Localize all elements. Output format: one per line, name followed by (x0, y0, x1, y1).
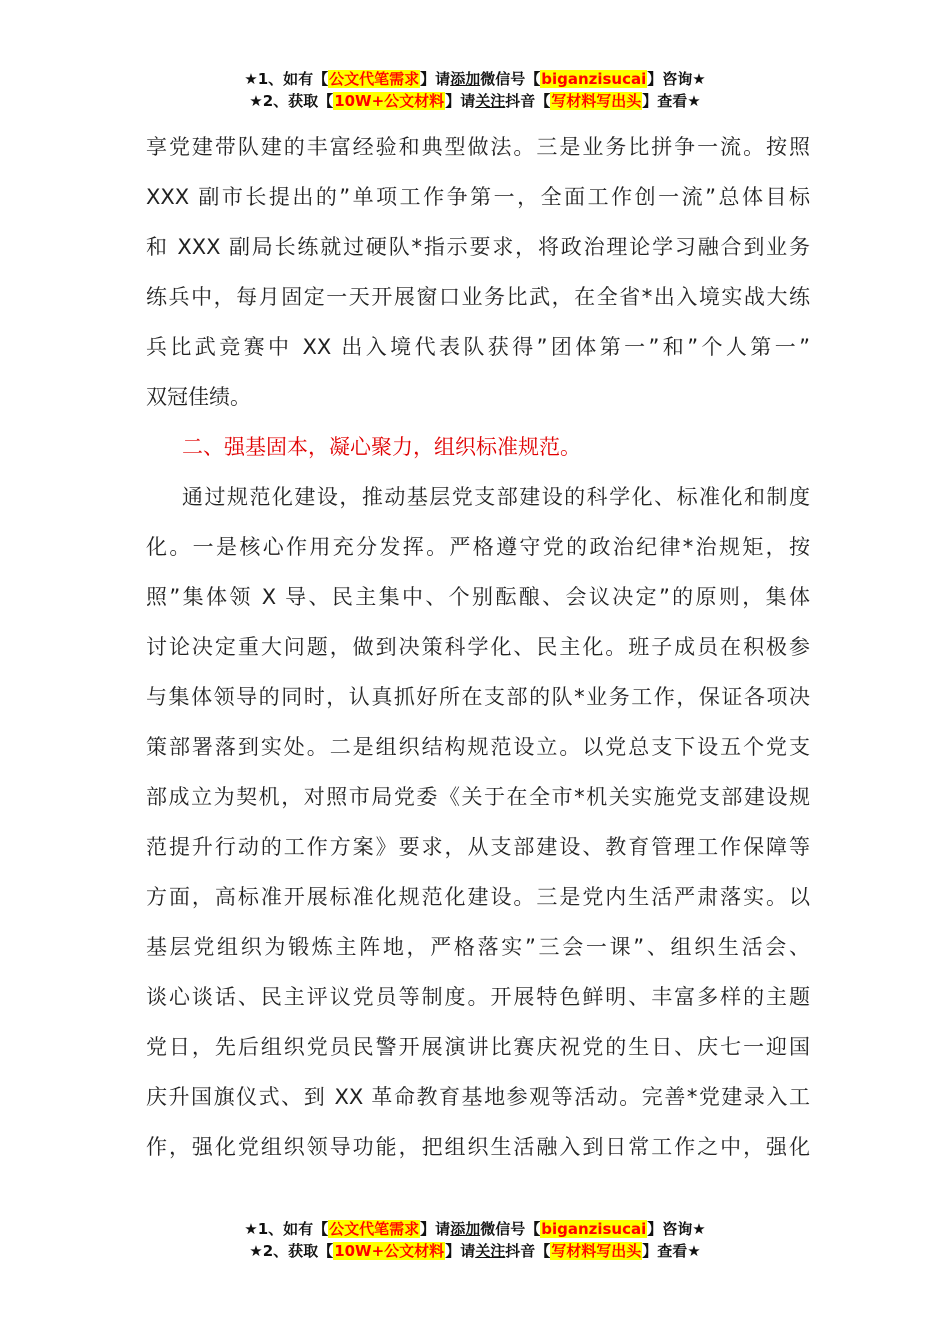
promo-line-2: ★2、获取【10W+公文材料】请关注抖音【写材料写出头】查看★ (249, 92, 701, 110)
paragraph-1 (146, 122, 810, 422)
text-line: 谈心谈话、民主评议党员等制度。开展特色鲜明、丰富多样的主题 (146, 985, 810, 1009)
highlight-douyin-account: 写材料写出头 (551, 1242, 642, 1260)
highlight-douyin-account: 写材料写出头 (551, 92, 642, 110)
text-line: 兵比武竞赛中 XX 出入境代表队获得”团体第一”和”个人第一” (146, 335, 810, 359)
section-heading (146, 422, 810, 472)
highlight-wechat-id: biganzisucai (541, 1220, 647, 1238)
highlight-materials: 10W+公文材料 (334, 92, 445, 110)
header-promo-banner (0, 68, 950, 112)
text-line: 范提升行动的工作方案》要求，从支部建设、教育管理工作保障等 (146, 835, 810, 859)
text-line: XXX 副市长提出的”单项工作争第一，全面工作创一流”总体目标 (146, 185, 810, 209)
text-line: 照”集体领 X 导、民主集中、个别酝酿、会议决定”的原则，集体 (146, 585, 810, 609)
highlight-service: 公文代笔需求 (329, 1220, 420, 1238)
text-line: 享党建带队建的丰富经验和典型做法。三是业务比拼争一流。按照 (146, 135, 810, 159)
footer-promo-banner (0, 1218, 950, 1262)
text-line: 方面，高标准开展标准化规范化建设。三是党内生活严肃落实。以 (146, 885, 810, 909)
text-line: 与集体领导的同时，认真抓好所在支部的队*业务工作，保证各项决 (146, 685, 810, 709)
text-line: 作，强化党组织领导功能，把组织生活融入到日常工作之中，强化 (146, 1135, 810, 1159)
text-line: 练兵中，每月固定一天开展窗口业务比武，在全省*出入境实战大练 (146, 285, 810, 309)
text-line: 双冠佳绩。 (146, 385, 251, 409)
paragraph-2 (146, 472, 810, 1172)
promo-line-1: ★1、如有【公文代笔需求】请添加微信号【biganzisucai】咨询★ (244, 70, 706, 88)
text-line: 基层党组织为锻炼主阵地，严格落实”三会一课”、组织生活会、 (146, 935, 810, 959)
text-line: 部成立为契机，对照市局党委《关于在全市*机关实施党支部建设规 (146, 785, 810, 809)
text-line: 党日，先后组织党员民警开展演讲比赛庆祝党的生日、庆七一迎国 (146, 1035, 810, 1059)
text-line: 讨论决定重大问题，做到决策科学化、民主化。班子成员在积极参 (146, 635, 810, 659)
text-line: 庆升国旗仪式、到 XX 革命教育基地参观等活动。完善*党建录入工 (146, 1085, 810, 1109)
promo-line-1: ★1、如有【公文代笔需求】请添加微信号【biganzisucai】咨询★ (244, 1220, 706, 1238)
text-line: 通过规范化建设，推动基层党支部建设的科学化、标准化和制度 (182, 485, 810, 509)
text-line: 和 XXX 副局长练就过硬队*指示要求，将政治理论学习融合到业务 (146, 235, 810, 259)
highlight-materials: 10W+公文材料 (334, 1242, 445, 1260)
promo-line-2: ★2、获取【10W+公文材料】请关注抖音【写材料写出头】查看★ (249, 1242, 701, 1260)
document-body (146, 122, 810, 1172)
highlight-wechat-id: biganzisucai (541, 70, 647, 88)
highlight-service: 公文代笔需求 (329, 70, 420, 88)
heading-text: 二、强基固本，凝心聚力，组织标准规范。 (182, 435, 581, 459)
text-line: 化。一是核心作用充分发挥。严格遵守党的政治纪律*治规矩，按 (146, 535, 810, 559)
text-line: 策部署落到实处。二是组织结构规范设立。以党总支下设五个党支 (146, 735, 810, 759)
